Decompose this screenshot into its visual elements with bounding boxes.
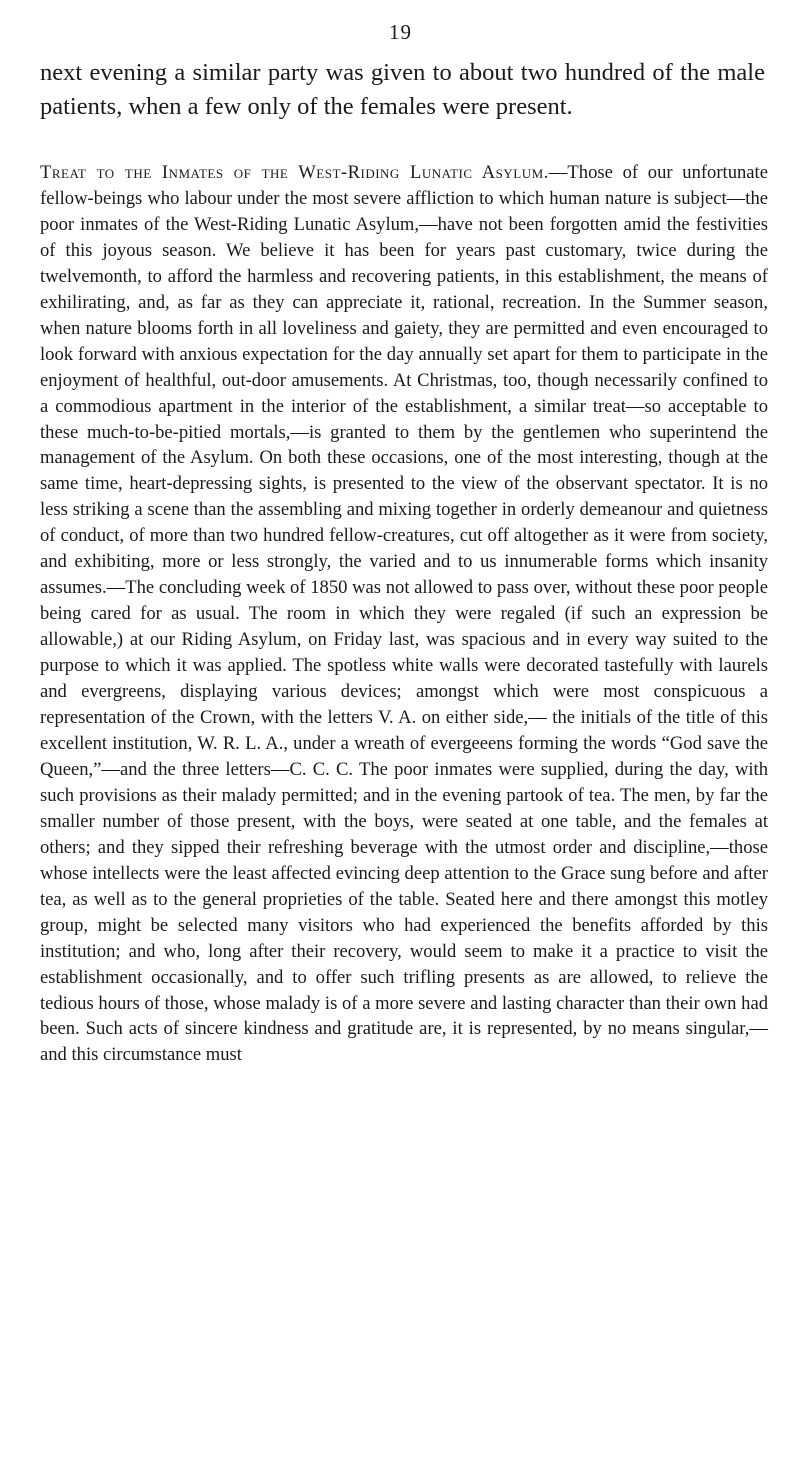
article-headline: Treat to the Inmates of the West-Riding Lunatic Asylum.	[40, 162, 549, 183]
intro-paragraph: next evening a similar party was given to about two hundred of the male patients, when a few only of the females were present.	[40, 59, 765, 120]
article-body: Those of our unfortunate fellow-beings who labour under the most severe affliction to which human nature is subject—the poor inmates of the West-Riding Lunatic Asylum,—have not been forgotten amid the festivities of this joyous season. We believe it has been for years past customary, twice during the twelvemonth, to afford the harmless and recovering patients, in this establishment, the means of exhilirating, and, as far as they can appreciate it, rational, recreation. In the Summer season, when nature blooms forth in all loveliness and gaiety, they are permitted and even encouraged to look forward with anxious expectation for the day annually set apart for them to participate in the enjoyment of healthful, out-door amusements. At Christmas, too, though necessarily confined to a commodious apartment in the interior of the establishment, a similar treat—so acceptable to these much-to-be-pitied mortals,—is granted to them by the gentlemen who superintend the management of the Asylum. On both these occasions, one of the most interesting, though at the same time, heart-depressing sights, is presented to the view of the observant spectator. It is no less striking a scene than the assembling and mixing together in orderly demeanour and quietness of conduct, of more than two hundred fellow-creatures, cut off altogether as it were from society, and exhibiting, more or less strongly, the varied and to us innumerable forms which insanity assumes.—The concluding week of 1850 was not allowed to pass over, without these poor people being cared for as usual. The room in which they were regaled (if such an expression be allowable,) at our Riding Asylum, on Friday last, was spacious and in every way suited to the purpose to which it was applied. The spotless white walls were decorated tastefully with laurels and evergreens, displaying various devices; amongst which were most conspicuous a representation of the Crown, with the letters V. A. on either side,— the initials of the title of this excellent institution, W. R. L. A., under a wreath of evergeeens forming the words “God save the Queen,”—and the three letters—C. C. C. The poor inmates were supplied, during the day, with such provisions as their malady permitted; and in the evening partook of tea. The men, by far the smaller number of those present, with the boys, were seated at one table, and the females at others; and they sipped their refreshing beverage with the utmost order and discipline,—those whose intellects were the least affected evincing deep attention to the Grace sung before and after tea, as well as to the general proprieties of the table. Seated here and there amongst this motley group, might be selected many visitors who had experienced the benefits afforded by this institution; and who, long after their recovery, would seem to make it a practice to visit the establishment occasionally, and to offer such trifling presents as are allowed, to relieve the tedious hours of those, whose malady is of a more severe and lasting character than their own had been. Such acts of sincere kindness and gratitude are, it is represented, by no means singular,—and this circumstance must	[40, 162, 768, 1066]
article-paragraph	[40, 160, 768, 1068]
page-number: 19	[389, 20, 412, 44]
headline-dash: —	[548, 162, 568, 183]
